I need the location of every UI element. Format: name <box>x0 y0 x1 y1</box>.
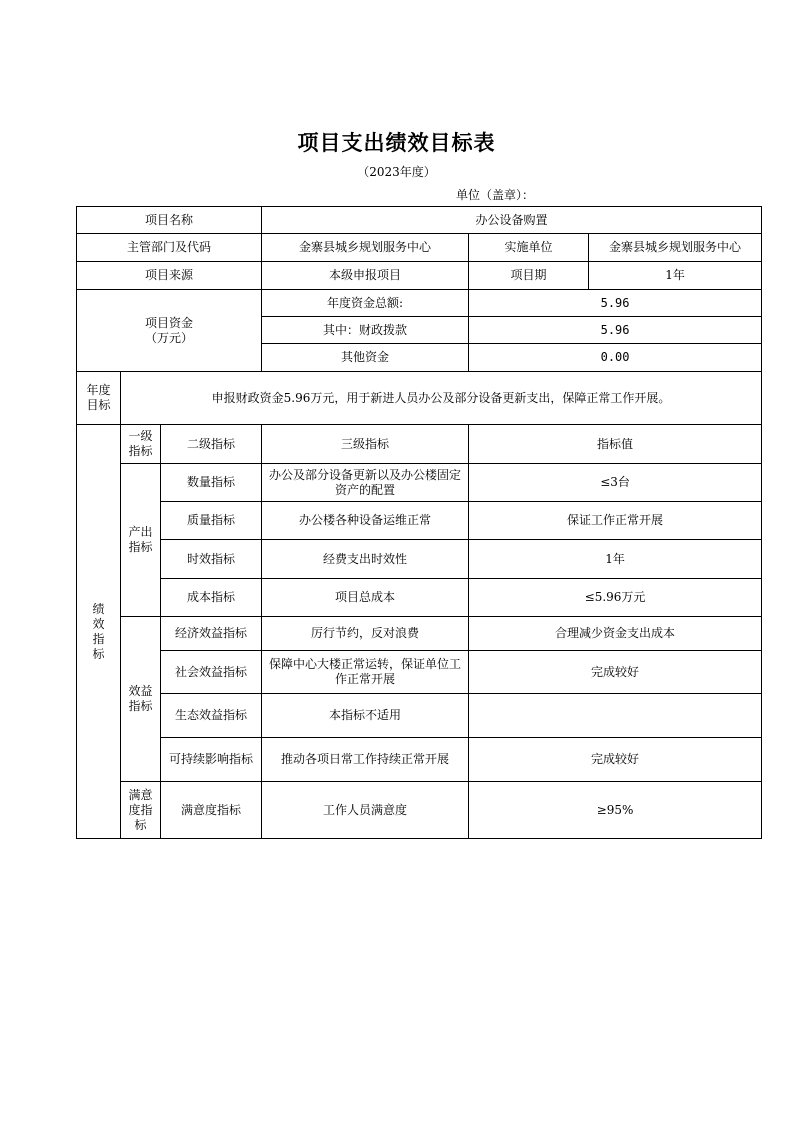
row-5-value: 完成较好 <box>469 651 762 694</box>
row-7-level3: 推动各项日常工作持续正常开展 <box>262 738 469 782</box>
indicators-main-char-1: 绩 <box>92 601 105 616</box>
row-3-level2: 成本指标 <box>161 579 262 617</box>
row-1-level2: 质量指标 <box>161 502 262 540</box>
header-level1-line2: 指标 <box>128 444 153 458</box>
row-2-level3: 经费支出时效性 <box>262 540 469 579</box>
row-8-level3: 工作人员满意度 <box>262 782 469 839</box>
header-level2: 二级指标 <box>161 425 262 464</box>
row-4-value: 合理减少资金支出成本 <box>469 617 762 651</box>
satisfaction-label-line2: 度指 <box>128 802 153 817</box>
goal-label-line1: 年度 <box>86 383 111 397</box>
funds-label <box>77 290 262 372</box>
project-name-value: 办公设备购置 <box>262 207 762 234</box>
row-3-value: ≤5.96万元 <box>469 579 762 617</box>
impl-label: 实施单位 <box>469 234 589 262</box>
project-name-label: 项目名称 <box>77 207 262 234</box>
goal-label <box>77 372 121 425</box>
header-level1 <box>121 425 161 464</box>
row-6-value <box>469 694 762 738</box>
row-7-value: 完成较好 <box>469 738 762 782</box>
indicators-main-label <box>77 425 121 839</box>
row-1-value: 保证工作正常开展 <box>469 502 762 540</box>
indicators-main-char-2: 效 <box>92 616 105 631</box>
unit-seal-label: 单位（盖章）： <box>456 188 535 202</box>
row-7-level2: 可持续影响指标 <box>161 738 262 782</box>
output-label-line1: 产出 <box>128 525 153 539</box>
funds-label-line1: 项目资金 <box>145 315 194 330</box>
funds-fiscal-label: 其中：财政拨款 <box>262 317 469 344</box>
funds-label-line2: （万元） <box>145 330 194 345</box>
row-0-level2: 数量指标 <box>161 464 262 502</box>
header-level1-line1: 一级 <box>128 429 153 443</box>
funds-total-label: 年度资金总额: <box>262 290 469 317</box>
satisfaction-indicators-label <box>121 782 161 839</box>
benefit-label-line2: 指标 <box>128 699 153 713</box>
source-value: 本级申报项目 <box>262 262 469 290</box>
row-8-level2: 满意度指标 <box>161 782 262 839</box>
row-2-value: 1年 <box>469 540 762 579</box>
performance-target-table <box>76 206 762 839</box>
row-4-level2: 经济效益指标 <box>161 617 262 651</box>
output-label-line2: 指标 <box>128 540 153 554</box>
header-value: 指标值 <box>469 425 762 464</box>
dept-label: 主管部门及代码 <box>77 234 262 262</box>
funds-other-value: 0.00 <box>469 344 762 372</box>
header-level3: 三级指标 <box>262 425 469 464</box>
row-0-value: ≤3台 <box>469 464 762 502</box>
source-label: 项目来源 <box>77 262 262 290</box>
row-3-level3: 项目总成本 <box>262 579 469 617</box>
row-0-level3: 办公及部分设备更新以及办公楼固定资产的配置 <box>262 464 469 502</box>
period-label: 项目期 <box>469 262 589 290</box>
row-5-level3: 保障中心大楼正常运转，保证单位工作正常开展 <box>262 651 469 694</box>
indicators-main-char-4: 标 <box>92 646 105 661</box>
indicators-main-char-3: 指 <box>92 631 105 646</box>
impl-value: 金寨县城乡规划服务中心 <box>589 234 762 262</box>
row-4-level3: 厉行节约，反对浪费 <box>262 617 469 651</box>
row-2-level2: 时效指标 <box>161 540 262 579</box>
goal-label-line2: 目标 <box>86 398 111 412</box>
funds-fiscal-value: 5.96 <box>469 317 762 344</box>
fiscal-year: （2023年度） <box>357 165 436 179</box>
row-5-level2: 社会效益指标 <box>161 651 262 694</box>
row-1-level3: 办公楼各种设备运维正常 <box>262 502 469 540</box>
row-6-level3: 本指标不适用 <box>262 694 469 738</box>
benefit-indicators-label <box>121 617 161 782</box>
output-indicators-label <box>121 464 161 617</box>
funds-other-label: 其他资金 <box>262 344 469 372</box>
satisfaction-label-line3: 标 <box>134 817 147 832</box>
page-title: 项目支出绩效目标表 <box>297 130 496 155</box>
funds-total-value: 5.96 <box>469 290 762 317</box>
goal-text: 申报财政资金5.96万元，用于新进人员办公及部分设备更新支出，保障正常工作开展。 <box>121 372 762 425</box>
row-6-level2: 生态效益指标 <box>161 694 262 738</box>
period-value: 1年 <box>589 262 762 290</box>
dept-value: 金寨县城乡规划服务中心 <box>262 234 469 262</box>
row-8-value: ≥95% <box>469 782 762 839</box>
benefit-label-line1: 效益 <box>128 684 153 698</box>
satisfaction-label-line1: 满意 <box>128 787 153 802</box>
